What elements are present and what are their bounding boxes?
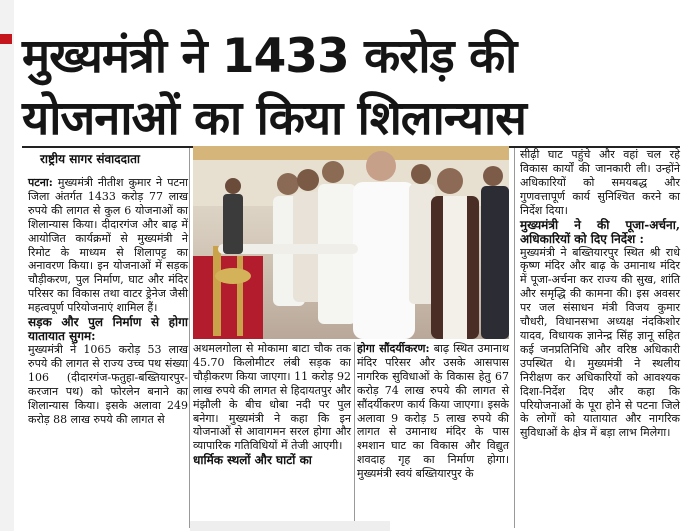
photo-illustration [193, 146, 509, 339]
column-3-paragraph: बाढ़ स्थित उमानाथ मंदिर परिसर और उसके आसपास नागरिक सुविधाओं के विकास हेतु 67 करोड़ 74 लाख रुपये की लागत से सौंदर्यीकरण कार्य किया जाएगा। इसके अलावा 9 करोड़ 5 लाख रुपये की लागत से उमानाथ मंदिर के पास श्मशान घाट का विकास और विद्युत शवदाह गृह का निर्माण होगा। मुख्यमंत्री स्वयं बख्तियारपुर के [357, 342, 509, 481]
headline-line-2: योजनाओं का किया शिलान्यास [22, 91, 526, 146]
subhead-roads: सड़क और पुल निर्माण से होगा यातायात सुगम: [28, 315, 188, 344]
next-article-cutoff [190, 521, 390, 531]
left-page-edge [0, 0, 14, 531]
subhead-religious-sites: धार्मिक स्थलों और घाटों का [193, 453, 312, 468]
column-4-paragraph-2: मुख्यमंत्री ने बख्तियारपुर स्थित श्री राधे कृष्ण मंदिर और बाढ़ के उमानाथ मंदिर में पूजा-अर्चना कर राज्य की सुख, शांति और समृद्धि की कामना की। इस अवसर पर जल संसाधन मंत्री विजय कुमार चौधरी, विधानसभा अध्यक्ष नंदकिशोर यादव, विधायक ज्ञानेन्द्र सिंह ज्ञानू सहित कई जनप्रतिनिधि और वरिष्ठ अधिकारी उपस्थित थे। मुख्यमंत्री ने स्थलीय निरीक्षण कर अधिकारियों को आवश्यक दिशा-निर्देश दिए और कहा कि परियोजनाओं के पूरा होने से पटना जिले के लोगों को यातायात और नागरिक सुविधाओं के क्षेत्र में बड़ा लाभ मिलेगा। [520, 245, 680, 440]
article-column-1 [28, 176, 188, 427]
lead-paragraph: मुख्यमंत्री नीतीश कुमार ने पटना जिला अंतर्गत 1433 करोड़ 77 लाख रुपये की लागत से कुल 6 योजनाओं का शिलान्यास किया। दीदारगंज और बाढ़ में आयोजित कार्यक्रमों से मुख्यमंत्री ने रिमोट के माध्यम से शिलापट्ट का अनावरण किया। इन योजनाओं में सड़क चौड़ीकरण, पुल निर्माण, घाट और मंदिर परिसर का विकास तथा वाटर ड्रेनेज जैसी महत्वपूर्ण परियोजनाएं शामिल हैं। [28, 176, 189, 315]
byline: राष्ट्रीय सागर संवाददाता [40, 152, 141, 166]
column-divider [189, 148, 190, 528]
column-divider [514, 148, 515, 528]
roads-paragraph: मुख्यमंत्री ने 1065 करोड़ 53 लाख रुपये की लागत से राज्य उच्च पथ संख्या 106 (दीदारगंज-फतुहा-बख्तियारपुर-करजान पथ) को फोरलेन बनाने का शिलान्यास किया। इसके अलावा 249 करोड़ 88 लाख रुपये की लागत से [28, 343, 188, 426]
subhead-worship: मुख्यमंत्री ने की पूजा-अर्चना, अधिकारियों को दिए निर्देश : [520, 217, 680, 246]
article-column-4 [520, 148, 680, 440]
headline-line-1: मुख्यमंत्री ने 1433 करोड़ की [22, 29, 517, 84]
article-column-2 [193, 342, 351, 467]
left-edge-red-marker [0, 34, 12, 44]
column-2-paragraph: अथमलगोला से मोकामा बाटा चौक तक 45.70 किलोमीटर लंबी सड़क का चौड़ीकरण किया जाएगा। 11 करोड़ 92 लाख रुपये की लागत से हिदायतपुर और मंझौली के बीच धोबा नदी पर पुल बनेगा। मुख्यमंत्री ने कहा कि इन योजनाओं से आवागमन सरल होगा और व्यापारिक गतिविधियों में तेजी आएगी। [193, 342, 351, 453]
column-divider [354, 342, 355, 528]
news-photo [193, 146, 509, 339]
subhead-beautification: होगा सौंदर्यीकरण: [357, 342, 430, 355]
article-column-3 [357, 342, 509, 481]
column-4-paragraph-1: सीढ़ी घाट पहुंचे और वहां चल रहे विकास कार्यों की जानकारी ली। उन्होंने अधिकारियों को समयबद्ध और गुणवत्तापूर्ण कार्य सुनिश्चित करने का निर्देश दिया। [520, 148, 680, 217]
dateline: पटना: [28, 176, 53, 189]
